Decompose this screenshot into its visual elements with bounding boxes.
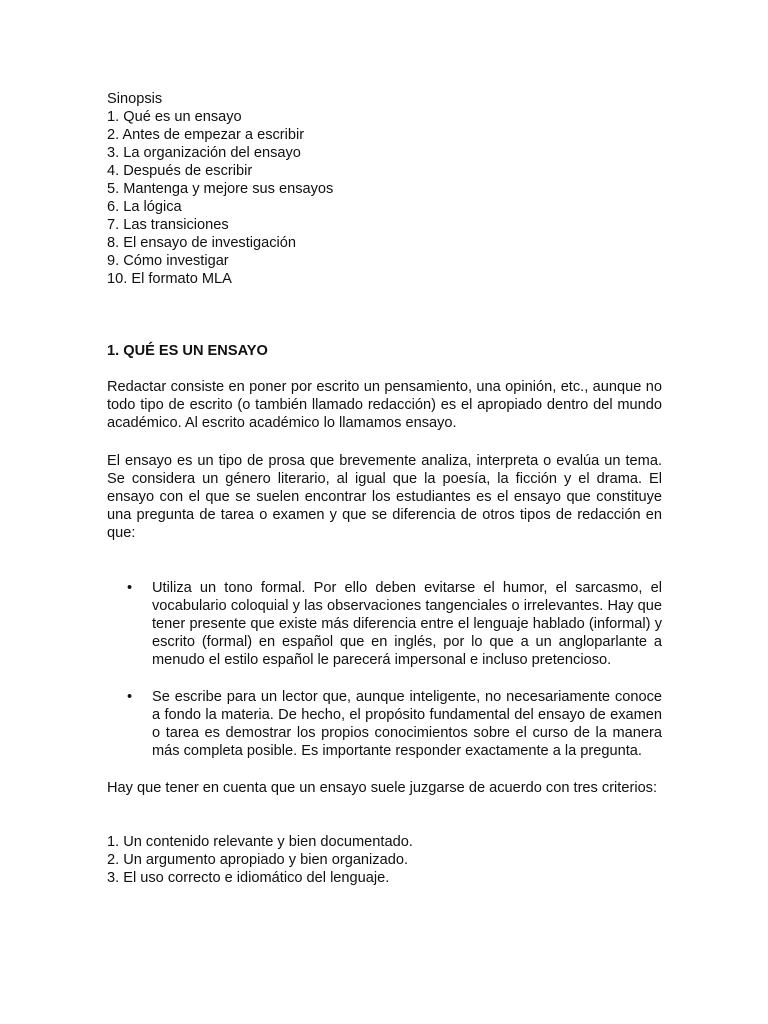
document-page: [107, 90, 662, 887]
bullet-item: [107, 579, 662, 669]
bullet-text: Se escribe para un lector que, aunque inteligente, no necesariamente conoce a fondo la materia. De hecho, el propósito fundamental del ensayo de examen o tarea es demostrar los propios conocimientos sobre el curso de la manera más completa posible. Es importante responder exactamente a la pregunta.: [152, 689, 662, 759]
toc-item: 8. El ensayo de investigación: [107, 235, 297, 251]
toc-title: Sinopsis: [107, 91, 163, 107]
criteria-item: 2. Un argumento apropiado y bien organizado.: [107, 852, 408, 868]
table-of-contents: [107, 90, 662, 288]
bullet-dot-icon: •: [127, 689, 133, 705]
toc-item: 6. La lógica: [107, 199, 182, 215]
toc-item: 2. Antes de empezar a escribir: [107, 127, 305, 143]
criteria-list: [107, 833, 662, 887]
paragraph-intro: Redactar consiste en poner por escrito un pensamiento, una opinión, etc., aunque no todo tipo de escrito (o también llamado redacción) es el apropiado dentro del mundo académico. Al escrito académico lo llamamos ensayo.: [107, 379, 662, 431]
bullet-text: Utiliza un tono formal. Por ello deben evitarse el humor, el sarcasmo, el vocabulario coloquial y las observaciones tangenciales o irrelevantes. Hay que tener presente que existe más diferencia entre el lenguaje hablado (informal) y escrito (formal) en español que en inglés, por lo que a un angloparlante a menudo el estilo español le parecerá impersonal e incluso pretencioso.: [152, 580, 662, 668]
section-heading: 1. QUÉ ES UN ENSAYO: [107, 343, 268, 359]
toc-item: 9. Cómo investigar: [107, 253, 229, 269]
toc-item: 1. Qué es un ensayo: [107, 109, 242, 125]
criteria-item: 3. El uso correcto e idiomático del lenguaje.: [107, 870, 390, 886]
bullet-dot-icon: •: [127, 580, 133, 596]
toc-item: 4. Después de escribir: [107, 163, 253, 179]
bullet-list: [107, 579, 662, 760]
toc-item: 5. Mantenga y mejore sus ensayos: [107, 181, 334, 197]
toc-item: 7. Las transiciones: [107, 217, 229, 233]
toc-item: 10. El formato MLA: [107, 271, 232, 287]
paragraph-definition: El ensayo es un tipo de prosa que brevemente analiza, interpreta o evalúa un tema. Se considera un género literario, al igual que la poesía, la ficción y el drama. El ensayo con el que se suelen encontrar los estudiantes es el ensayo que constituye una pregunta de tarea o examen y que se diferencia de otros tipos de redacción en que:: [107, 453, 662, 541]
criteria-item: 1. Un contenido relevante y bien documentado.: [107, 834, 413, 850]
bullet-item: [107, 688, 662, 760]
paragraph-criteria-intro: Hay que tener en cuenta que un ensayo suele juzgarse de acuerdo con tres criterios:: [107, 780, 658, 796]
toc-item: 3. La organización del ensayo: [107, 145, 301, 161]
